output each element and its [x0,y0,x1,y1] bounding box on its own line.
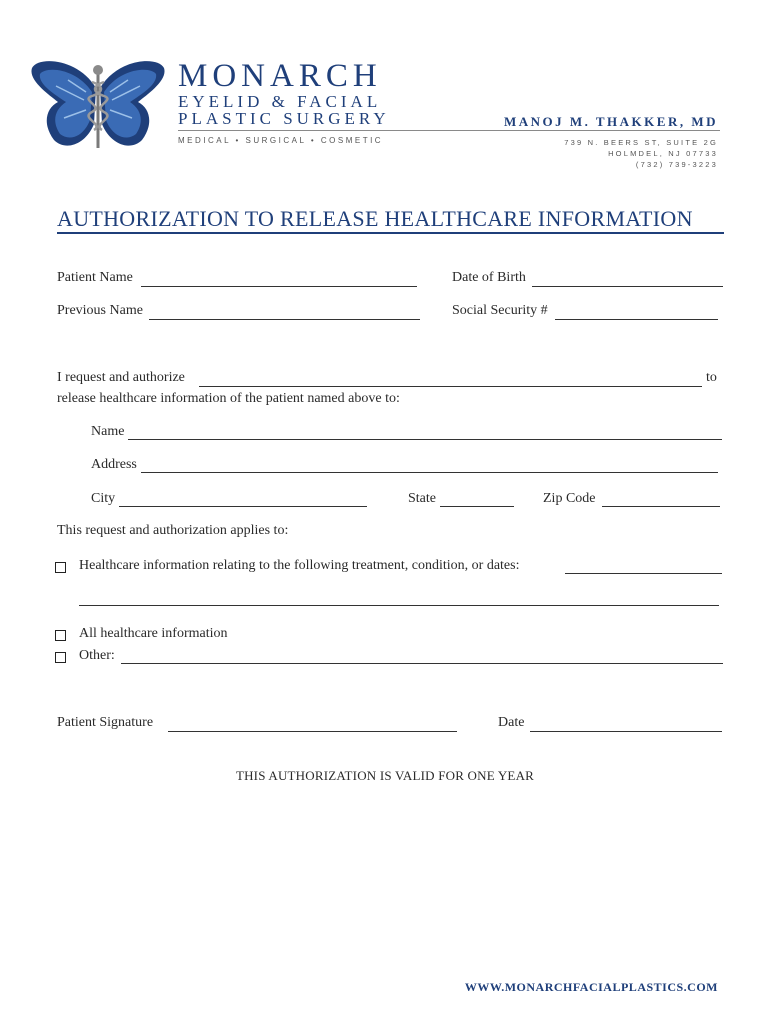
title-underline [57,232,724,234]
doctor-name: MANOJ M. THAKKER, MD [503,114,718,129]
signature-date-label: Date [498,715,525,730]
previous-name-field[interactable] [149,319,420,320]
other-checkbox[interactable] [55,652,66,663]
patient-name-label: Patient Name [57,270,133,285]
brand-name: MONARCH [178,58,382,94]
state-label: State [408,491,436,506]
address-line-2: HOLMDEL, NJ 07733 [608,149,718,158]
other-option-label: Other: [79,648,115,663]
website-link[interactable]: WWW.MONARCHFACIALPLASTICS.COM [464,980,718,994]
patient-name-field[interactable] [141,286,417,287]
treatment-field[interactable] [565,573,722,574]
recipient-name-label: Name [91,424,125,439]
ssn-field[interactable] [555,319,718,320]
recipient-address-label: Address [91,457,137,472]
phone-number: (732) 739-3223 [635,160,718,169]
zip-field[interactable] [602,506,720,507]
dob-field[interactable] [532,286,723,287]
brand-subtitle-2: PLASTIC SURGERY [178,109,390,128]
header-divider [178,130,720,131]
recipient-address-field[interactable] [141,472,718,473]
signature-label: Patient Signature [57,715,154,730]
treatment-option-label: Healthcare information relating to the following treatment, condition, or dates: [79,558,520,573]
to-label: to [706,370,717,385]
brand-tagline: MEDICAL • SURGICAL • COSMETIC [178,136,384,145]
ssn-label: Social Security # [452,303,548,318]
butterfly-caduceus-icon [28,58,168,154]
release-text: release healthcare information of the patient named above to: [57,391,400,406]
validity-note: THIS AUTHORIZATION IS VALID FOR ONE YEAR [235,768,535,783]
treatment-field-continued[interactable] [79,605,719,606]
zip-label: Zip Code [543,491,596,506]
previous-name-label: Previous Name [57,303,143,318]
state-field[interactable] [440,506,514,507]
signature-field[interactable] [168,731,457,732]
signature-date-field[interactable] [530,731,722,732]
brand-subtitle-1: EYELID & FACIAL [178,92,382,111]
request-authorize-label: I request and authorize [57,370,185,385]
city-field[interactable] [119,506,367,507]
other-field[interactable] [121,663,723,664]
address-line-1: 739 N. BEERS ST, SUITE 2G [564,138,718,147]
treatment-checkbox[interactable] [55,562,66,573]
city-label: City [91,491,116,506]
recipient-name-field[interactable] [128,439,722,440]
dob-label: Date of Birth [452,270,526,285]
all-info-checkbox[interactable] [55,630,66,641]
all-info-option-label: All healthcare information [79,626,228,641]
authorized-party-field[interactable] [199,386,702,387]
form-title: AUTHORIZATION TO RELEASE HEALTHCARE INFORMATION [57,206,693,231]
applies-to-label: This request and authorization applies to: [57,523,289,538]
